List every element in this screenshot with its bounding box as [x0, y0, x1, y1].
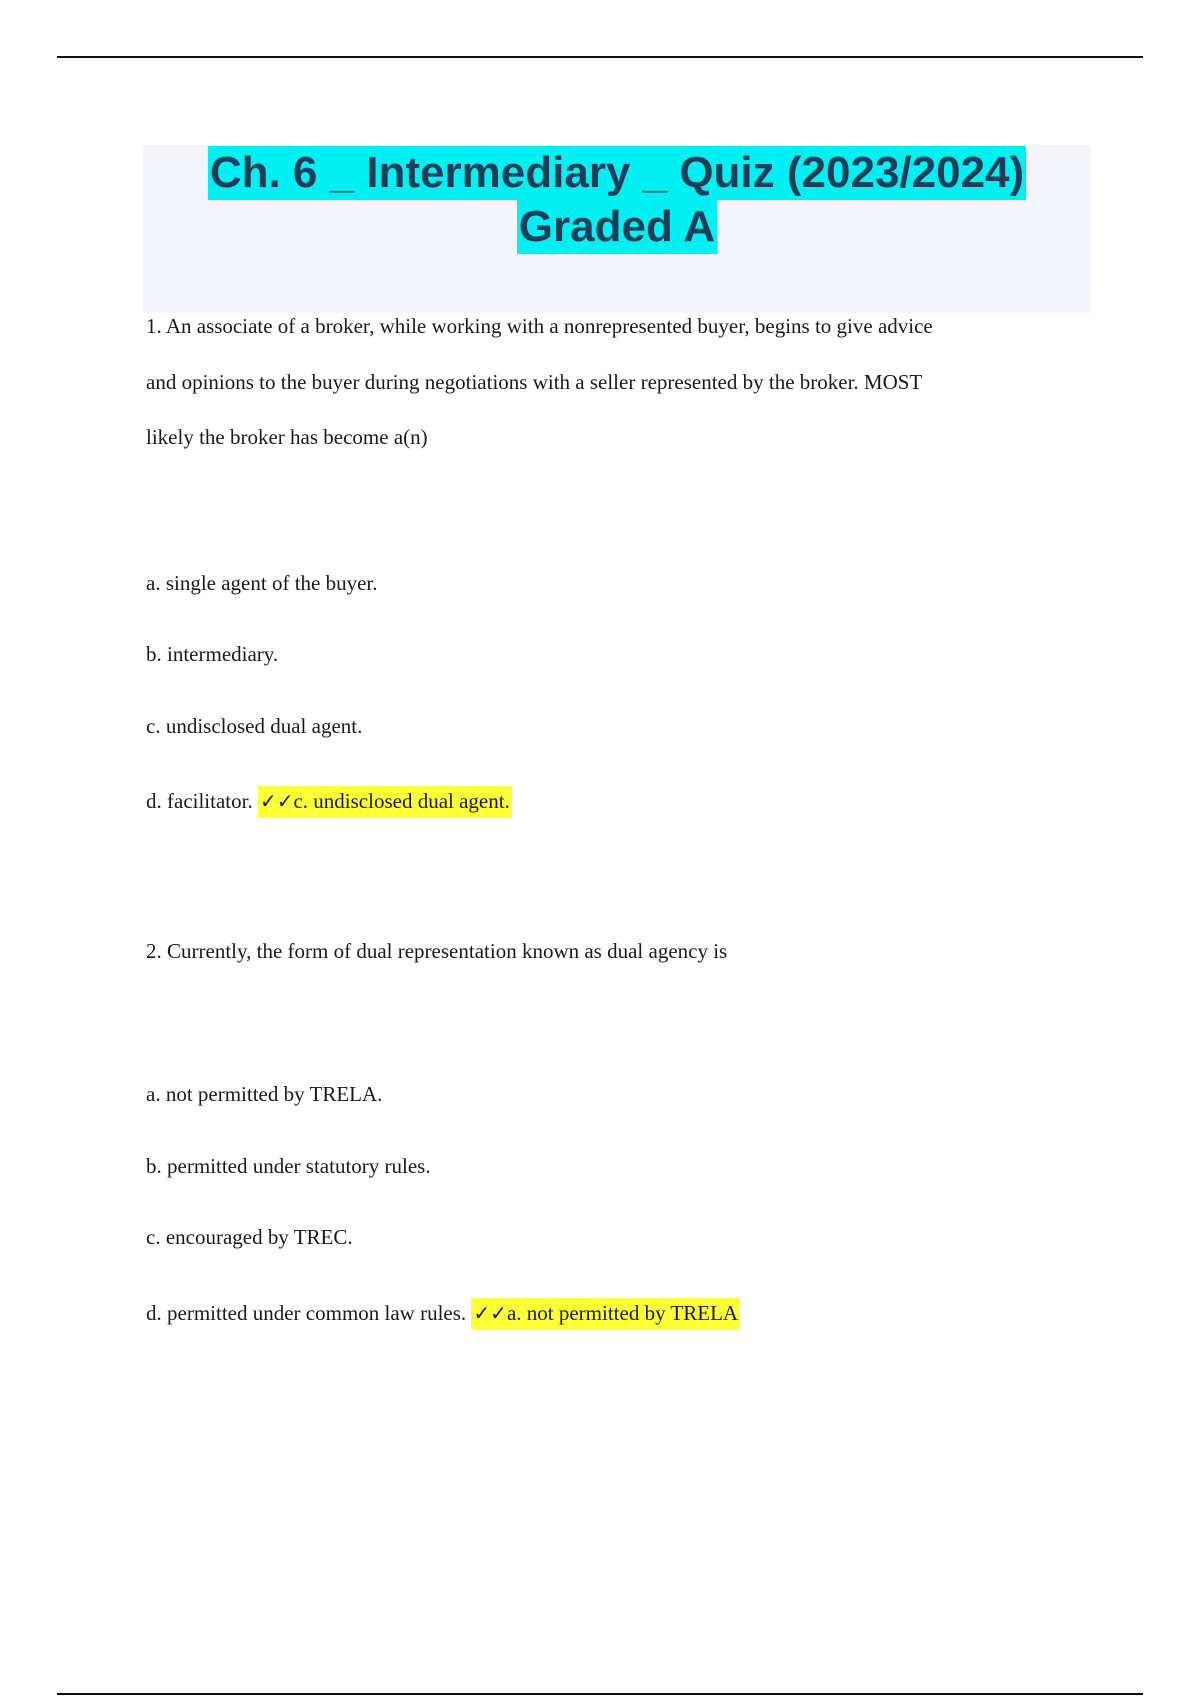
- question-1-option-b: b. intermediary.: [146, 642, 279, 666]
- question-1-stem-line-2: and opinions to the buyer during negotiations with a seller represented by the broker. MOST: [146, 370, 923, 394]
- double-check-icon: ✓✓: [259, 789, 294, 813]
- top-rule: [57, 56, 1143, 58]
- question-1-option-d: d. facilitator.: [146, 789, 253, 813]
- document-title-line-1: Ch. 6 _ Intermediary _ Quiz (2023/2024): [208, 146, 1026, 200]
- question-1-answer: [258, 786, 512, 817]
- question-2-option-b: b. permitted under statutory rules.: [146, 1154, 431, 1178]
- question-1-option-d-row: [146, 789, 512, 813]
- question-2-option-c: c. encouraged by TREC.: [146, 1225, 353, 1249]
- title-block: [143, 145, 1091, 313]
- question-1-stem-line-3: likely the broker has become a(n): [146, 425, 428, 449]
- bottom-rule: [57, 1693, 1143, 1695]
- question-2-option-d-row: [146, 1301, 740, 1325]
- document-title-line-2: Graded A: [517, 200, 717, 254]
- question-1-answer-text: c. undisclosed dual agent.: [293, 789, 510, 813]
- double-check-icon: ✓✓: [473, 1301, 507, 1325]
- question-2-answer-text: a. not permitted by TRELA: [506, 1301, 739, 1325]
- question-2-option-d: d. permitted under common law rules.: [146, 1301, 467, 1325]
- question-2-answer: [471, 1298, 740, 1329]
- question-1-stem-line-1: 1. An associate of a broker, while working with a nonrepresented buyer, begins to give advice: [146, 314, 933, 338]
- question-1-option-a: a. single agent of the buyer.: [146, 571, 378, 595]
- question-2-stem-line-1: 2. Currently, the form of dual representation known as dual agency is: [146, 939, 728, 963]
- question-2-option-a: a. not permitted by TRELA.: [146, 1082, 383, 1106]
- question-1-option-c: c. undisclosed dual agent.: [146, 714, 363, 738]
